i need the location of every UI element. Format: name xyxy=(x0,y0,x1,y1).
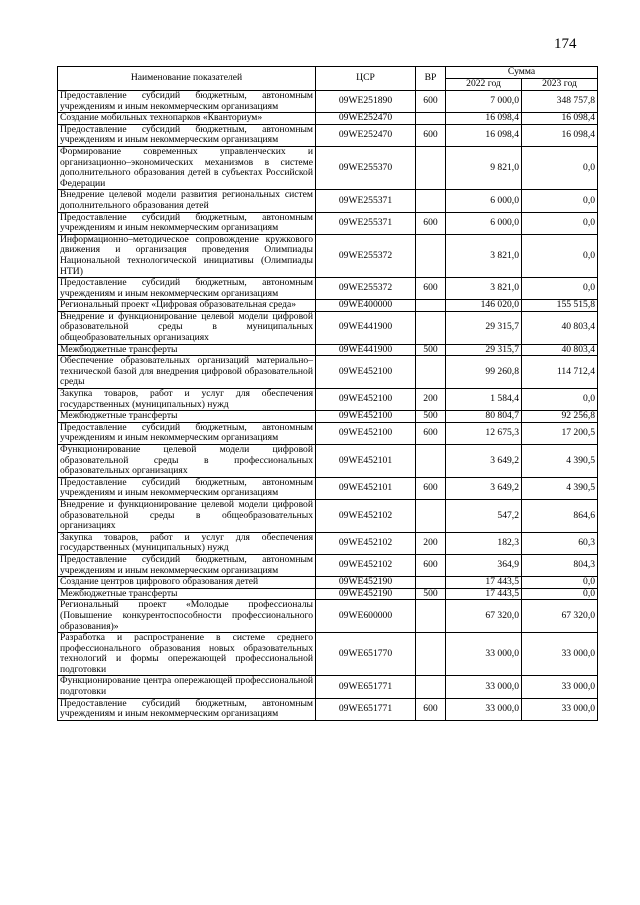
row-vr: 600 xyxy=(416,422,446,444)
row-vr xyxy=(416,113,446,125)
table-row xyxy=(58,477,598,499)
row-csr: 09WE255372 xyxy=(316,278,416,300)
row-csr: 09WE651770 xyxy=(316,633,416,676)
row-vr: 600 xyxy=(416,278,446,300)
table-row xyxy=(58,676,598,698)
row-vr xyxy=(416,633,446,676)
row-csr: 09WE651771 xyxy=(316,698,416,720)
row-csr: 09WE452102 xyxy=(316,499,416,532)
table-row xyxy=(58,532,598,554)
row-csr: 09WE400000 xyxy=(316,300,416,312)
row-csr: 09WE452102 xyxy=(316,554,416,576)
row-name: Внедрение целевой модели развития региональных систем дополнительного образования детей xyxy=(58,190,316,212)
row-value-2023: 0,0 xyxy=(522,577,598,589)
row-value-2022: 29 315,7 xyxy=(446,344,522,356)
row-value-2022: 12 675,3 xyxy=(446,422,522,444)
row-csr: 09WE255370 xyxy=(316,146,416,189)
row-value-2022: 7 000,0 xyxy=(446,91,522,113)
row-value-2023: 67 320,0 xyxy=(522,600,598,633)
row-value-2023: 0,0 xyxy=(522,212,598,234)
table-row xyxy=(58,356,598,389)
row-name: Функционирование центра опережающей профессиональной подготовки xyxy=(58,676,316,698)
row-value-2022: 33 000,0 xyxy=(446,698,522,720)
row-vr xyxy=(416,146,446,189)
row-name: Предоставление субсидий бюджетным, автономным учреждениям и иным некоммерческим организациям xyxy=(58,477,316,499)
row-csr: 09WE252470 xyxy=(316,113,416,125)
row-name: Межбюджетные трансферты xyxy=(58,411,316,423)
row-value-2022: 33 000,0 xyxy=(446,633,522,676)
row-name: Предоставление субсидий бюджетным, автономным учреждениям и иным некоммерческим организациям xyxy=(58,212,316,234)
row-value-2022: 3 649,2 xyxy=(446,477,522,499)
row-value-2023: 16 098,4 xyxy=(522,113,598,125)
budget-table xyxy=(57,66,598,721)
table-row xyxy=(58,554,598,576)
row-value-2022: 16 098,4 xyxy=(446,124,522,146)
row-name: Предоставление субсидий бюджетным, автономным учреждениям и иным некоммерческим организациям xyxy=(58,278,316,300)
row-value-2022: 17 443,5 xyxy=(446,577,522,589)
row-value-2022: 3 821,0 xyxy=(446,234,522,277)
row-value-2022: 547,2 xyxy=(446,499,522,532)
row-value-2023: 40 803,4 xyxy=(522,311,598,344)
row-vr: 600 xyxy=(416,554,446,576)
row-vr: 600 xyxy=(416,124,446,146)
row-value-2022: 3 821,0 xyxy=(446,278,522,300)
table-row xyxy=(58,411,598,423)
row-value-2022: 99 260,8 xyxy=(446,356,522,389)
row-vr xyxy=(416,499,446,532)
row-value-2022: 33 000,0 xyxy=(446,676,522,698)
row-value-2022: 9 821,0 xyxy=(446,146,522,189)
table-row xyxy=(58,311,598,344)
row-name: Предоставление субсидий бюджетным, автономным учреждениям и иным некоммерческим организациям xyxy=(58,91,316,113)
row-name: Предоставление субсидий бюджетным, автономным учреждениям и иным некоммерческим организациям xyxy=(58,698,316,720)
row-csr: 09WE452190 xyxy=(316,588,416,600)
row-vr xyxy=(416,234,446,277)
row-name: Создание центров цифрового образования детей xyxy=(58,577,316,589)
table-row xyxy=(58,499,598,532)
table-row xyxy=(58,234,598,277)
row-value-2023: 0,0 xyxy=(522,389,598,411)
table-row xyxy=(58,146,598,189)
table-row xyxy=(58,588,598,600)
row-vr xyxy=(416,300,446,312)
table-row xyxy=(58,190,598,212)
header-name: Наименование показателей xyxy=(58,67,316,91)
row-value-2023: 114 712,4 xyxy=(522,356,598,389)
row-name: Разработка и распространение в системе среднего профессионального образования новых образовательных технологий и формы опережающей профессиональной подготовки xyxy=(58,633,316,676)
row-name: Внедрение и функционирование целевой модели цифровой образовательной среды в общеобразовательных организациях xyxy=(58,499,316,532)
row-vr xyxy=(416,445,446,478)
row-name: Функционирование целевой модели цифровой образовательной среды в профессиональных образовательных организациях xyxy=(58,445,316,478)
row-csr: 09WE452102 xyxy=(316,532,416,554)
row-name: Предоставление субсидий бюджетным, автономным учреждениям и иным некоммерческим организациям xyxy=(58,554,316,576)
table-row xyxy=(58,124,598,146)
row-csr: 09WE441900 xyxy=(316,344,416,356)
row-value-2022: 16 098,4 xyxy=(446,113,522,125)
row-value-2022: 29 315,7 xyxy=(446,311,522,344)
row-csr: 09WE651771 xyxy=(316,676,416,698)
row-csr: 09WE600000 xyxy=(316,600,416,633)
row-name: Формирование современных управленческих и организационно–экономических механизмов в системе дополнительного образования детей в субъектах Российской Федерации xyxy=(58,146,316,189)
row-csr: 09WE251890 xyxy=(316,91,416,113)
row-csr: 09WE255372 xyxy=(316,234,416,277)
row-csr: 09WE452101 xyxy=(316,477,416,499)
table-row xyxy=(58,212,598,234)
table-row xyxy=(58,91,598,113)
row-csr: 09WE255371 xyxy=(316,190,416,212)
header-csr: ЦСР xyxy=(316,67,416,91)
table-row xyxy=(58,600,598,633)
row-name: Обеспечение образовательных организаций материально–технической базой для внедрения цифровой образовательной среды xyxy=(58,356,316,389)
row-value-2023: 60,3 xyxy=(522,532,598,554)
row-csr: 09WE452100 xyxy=(316,389,416,411)
row-value-2022: 182,3 xyxy=(446,532,522,554)
row-value-2023: 33 000,0 xyxy=(522,633,598,676)
row-vr: 200 xyxy=(416,389,446,411)
row-vr: 600 xyxy=(416,212,446,234)
row-value-2023: 864,6 xyxy=(522,499,598,532)
table-row xyxy=(58,445,598,478)
row-value-2023: 0,0 xyxy=(522,588,598,600)
row-value-2023: 155 515,8 xyxy=(522,300,598,312)
row-value-2023: 33 000,0 xyxy=(522,676,598,698)
row-name: Создание мобильных технопарков «Кванториум» xyxy=(58,113,316,125)
row-name: Закупка товаров, работ и услуг для обеспечения государственных (муниципальных) нужд xyxy=(58,389,316,411)
row-vr: 600 xyxy=(416,477,446,499)
row-name: Предоставление субсидий бюджетным, автономным учреждениям и иным некоммерческим организациям xyxy=(58,124,316,146)
row-vr xyxy=(416,356,446,389)
row-value-2022: 364,9 xyxy=(446,554,522,576)
row-value-2023: 0,0 xyxy=(522,234,598,277)
row-name: Предоставление субсидий бюджетным, автономным учреждениям и иным некоммерческим организациям xyxy=(58,422,316,444)
row-vr xyxy=(416,676,446,698)
row-value-2023: 4 390,5 xyxy=(522,445,598,478)
row-vr xyxy=(416,311,446,344)
row-csr: 09WE452100 xyxy=(316,356,416,389)
row-value-2022: 6 000,0 xyxy=(446,190,522,212)
row-csr: 09WE252470 xyxy=(316,124,416,146)
row-value-2023: 0,0 xyxy=(522,278,598,300)
row-vr: 500 xyxy=(416,344,446,356)
table-row xyxy=(58,278,598,300)
row-name: Информационно–методическое сопровождение кружкового движения и организация проведения Олимпиады Национальной технологической инициативы (Олимпиады НТИ) xyxy=(58,234,316,277)
table-row xyxy=(58,577,598,589)
row-name: Региональный проект «Цифровая образовательная среда» xyxy=(58,300,316,312)
row-value-2022: 146 020,0 xyxy=(446,300,522,312)
page-number: 174 xyxy=(554,36,577,52)
row-vr: 200 xyxy=(416,532,446,554)
row-value-2023: 17 200,5 xyxy=(522,422,598,444)
row-vr xyxy=(416,600,446,633)
table-row xyxy=(58,698,598,720)
table-row xyxy=(58,633,598,676)
row-vr: 500 xyxy=(416,588,446,600)
row-value-2022: 67 320,0 xyxy=(446,600,522,633)
row-value-2023: 16 098,4 xyxy=(522,124,598,146)
row-csr: 09WE255371 xyxy=(316,212,416,234)
row-csr: 09WE452100 xyxy=(316,411,416,423)
row-value-2022: 1 584,4 xyxy=(446,389,522,411)
row-name: Закупка товаров, работ и услуг для обеспечения государственных (муниципальных) нужд xyxy=(58,532,316,554)
row-value-2023: 33 000,0 xyxy=(522,698,598,720)
header-vr: ВР xyxy=(416,67,446,91)
row-value-2023: 40 803,4 xyxy=(522,344,598,356)
table-row xyxy=(58,422,598,444)
row-name: Межбюджетные трансферты xyxy=(58,588,316,600)
row-vr: 500 xyxy=(416,411,446,423)
header-year-2022: 2022 год xyxy=(446,79,522,91)
row-value-2023: 92 256,8 xyxy=(522,411,598,423)
row-name: Региональный проект «Молодые профессионалы (Повышение конкурентоспособности профессионального образования)» xyxy=(58,600,316,633)
table-row xyxy=(58,389,598,411)
row-vr: 600 xyxy=(416,91,446,113)
table-row xyxy=(58,113,598,125)
row-vr xyxy=(416,577,446,589)
row-name: Внедрение и функционирование целевой модели цифровой образовательной среды в муниципальных общеобразовательных организациях xyxy=(58,311,316,344)
header-sum: Сумма xyxy=(446,67,598,79)
row-value-2023: 4 390,5 xyxy=(522,477,598,499)
row-value-2022: 6 000,0 xyxy=(446,212,522,234)
row-name: Межбюджетные трансферты xyxy=(58,344,316,356)
row-value-2023: 348 757,8 xyxy=(522,91,598,113)
row-csr: 09WE452100 xyxy=(316,422,416,444)
row-csr: 09WE452101 xyxy=(316,445,416,478)
row-csr: 09WE441900 xyxy=(316,311,416,344)
row-value-2022: 3 649,2 xyxy=(446,445,522,478)
row-csr: 09WE452190 xyxy=(316,577,416,589)
row-vr: 600 xyxy=(416,698,446,720)
row-value-2023: 0,0 xyxy=(522,190,598,212)
table-row xyxy=(58,300,598,312)
row-value-2023: 0,0 xyxy=(522,146,598,189)
row-value-2022: 80 804,7 xyxy=(446,411,522,423)
row-value-2022: 17 443,5 xyxy=(446,588,522,600)
header-year-2023: 2023 год xyxy=(522,79,598,91)
row-vr xyxy=(416,190,446,212)
table-row xyxy=(58,344,598,356)
row-value-2023: 804,3 xyxy=(522,554,598,576)
